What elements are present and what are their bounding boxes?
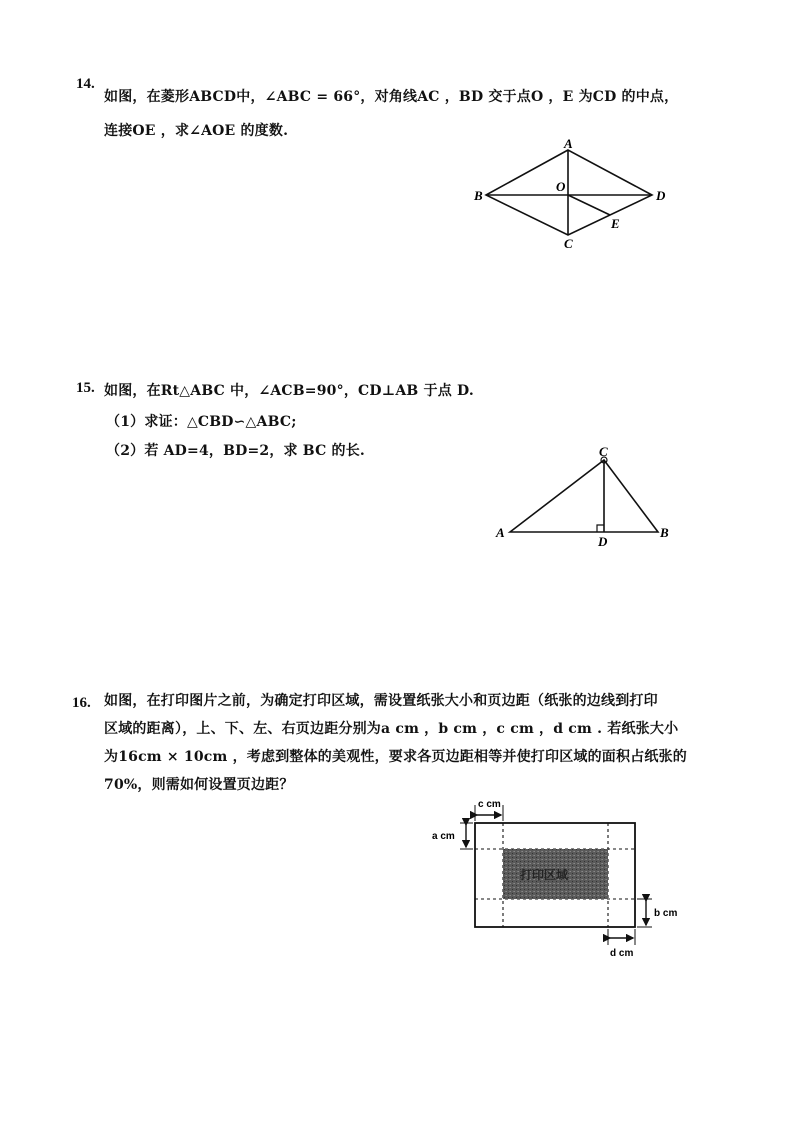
label-a-cm: a cm <box>432 831 455 842</box>
label-b-cm: b cm <box>654 908 678 919</box>
problem-15-part-1: （1）求证：△CBD∽△ABC; <box>106 414 297 430</box>
label-a: A <box>496 525 505 540</box>
label-e: E <box>611 216 620 231</box>
problem-14-line-1: 如图，在菱形ABCD中，∠ABC = 66°，对角线AC ，BD 交于点O ，E 为CD 的中点， <box>104 89 679 105</box>
triangle-abc <box>510 460 658 532</box>
problem-15-number: 15. <box>76 380 95 396</box>
problem-16-line-3: 为16cm × 10cm ，考虑到整体的美观性，要求各页边距相等并使打印区域的面积占纸张的 <box>104 749 687 765</box>
right-triangle-figure <box>494 446 674 551</box>
label-o: O <box>556 179 566 194</box>
segment-oe <box>568 195 610 215</box>
problem-15-line-1: 如图，在Rt△ABC 中，∠ACB=90°，CD⊥AB 于点 D. <box>104 383 474 399</box>
label-d-cm: d cm <box>610 948 634 959</box>
label-c: C <box>599 444 608 459</box>
label-c-cm: c cm <box>478 799 501 810</box>
print-area-label: 打印区域 <box>520 868 569 882</box>
problem-14-line-2: 连接OE ，求∠AOE 的度数. <box>104 123 289 139</box>
label-b: B <box>660 525 669 540</box>
label-b: B <box>474 188 483 203</box>
problem-16-line-1: 如图，在打印图片之前，为确定打印区域，需设置纸张大小和页边距（纸张的边线到打印 <box>104 693 658 709</box>
rhombus-abcd <box>486 150 652 235</box>
label-d: D <box>656 188 666 203</box>
problem-16-line-2: 区域的距离），上、下、左、右页边距分别为a cm ，b cm ，c cm ，d cm . 若纸张大小 <box>104 721 679 737</box>
problem-16-number: 16. <box>72 695 91 711</box>
problem-16-line-4: 70%，则需如何设置页边距？ <box>104 777 294 793</box>
print-layout-figure <box>430 795 690 965</box>
label-d: D <box>598 534 608 549</box>
problem-14-number: 14. <box>76 76 95 92</box>
problem-15-part-2: （2）若 AD=4，BD=2，求 BC 的长. <box>106 443 365 459</box>
rhombus-figure <box>470 138 670 253</box>
right-angle-mark <box>597 525 604 532</box>
label-a: A <box>564 136 573 151</box>
label-c: C <box>564 236 573 251</box>
